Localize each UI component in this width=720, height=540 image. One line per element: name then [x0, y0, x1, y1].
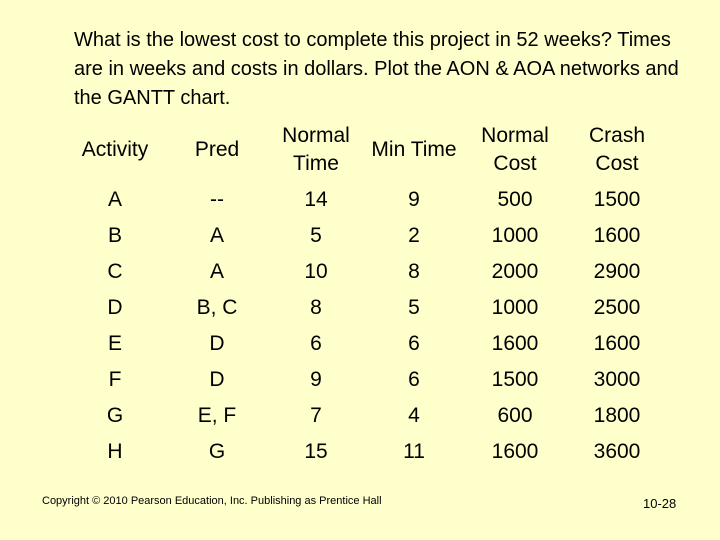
header-normal-cost: Normal Cost: [481, 124, 549, 175]
cell-activity: D: [107, 296, 123, 319]
cell-pred: --: [210, 188, 224, 211]
cell-crash-cost: 1600: [593, 224, 641, 247]
cell-activity: H: [107, 440, 123, 463]
cell-activity: F: [108, 368, 122, 391]
cell-pred: D: [209, 368, 225, 391]
question-text: What is the lowest cost to complete this project in 52 weeks? Times are in weeks and costs in dollars. Plot the AON & AOA networks and the GANTT chart.: [74, 29, 679, 109]
cell-normal-cost: 1600: [491, 440, 539, 463]
cell-min-time: 9: [408, 188, 420, 211]
table-row: [64, 326, 668, 362]
cell-pred: A: [209, 224, 224, 247]
cell-min-time: 11: [403, 440, 425, 463]
cell-activity: G: [106, 404, 124, 427]
cell-activity: B: [107, 224, 122, 247]
cell-normal-time: 10: [304, 260, 328, 283]
cell-min-time: 6: [408, 368, 420, 391]
table-row: [64, 362, 668, 398]
header-crash-cost: Crash Cost: [588, 124, 646, 175]
cell-pred: B, C: [196, 296, 238, 319]
table-row: [64, 398, 668, 434]
header-normal-time: Normal Time: [282, 124, 350, 175]
slide-number: 10-28: [643, 496, 677, 511]
table-row: [64, 182, 668, 218]
cell-min-time: 6: [408, 332, 420, 355]
table-row: [64, 290, 668, 326]
cell-crash-cost: 1500: [593, 188, 641, 211]
cell-normal-time: 5: [310, 224, 322, 247]
cell-pred: D: [209, 332, 225, 355]
cell-normal-time: 15: [304, 440, 328, 463]
header-activity: Activity: [81, 138, 149, 161]
cell-normal-cost: 1000: [491, 224, 539, 247]
cell-normal-cost: 600: [497, 404, 533, 427]
cell-normal-time: 14: [304, 188, 328, 211]
cell-normal-time: 7: [310, 404, 322, 427]
cell-normal-cost: 1000: [491, 296, 539, 319]
cell-activity: C: [107, 260, 123, 283]
copyright-notice: Copyright © 2010 Pearson Education, Inc. Publishing as Prentice Hall: [42, 495, 382, 507]
cell-crash-cost: 2500: [593, 296, 641, 319]
cell-normal-time: 6: [310, 332, 322, 355]
cell-normal-cost: 2000: [491, 260, 539, 283]
cell-min-time: 4: [408, 404, 420, 427]
cell-pred: A: [209, 260, 224, 283]
cell-normal-cost: 1600: [491, 332, 539, 355]
cell-min-time: 2: [408, 224, 420, 247]
cell-crash-cost: 3000: [593, 368, 641, 391]
cell-activity: E: [107, 332, 122, 355]
header-pred: Pred: [194, 138, 240, 161]
cell-pred: E, F: [197, 404, 237, 427]
cell-normal-cost: 500: [497, 188, 533, 211]
table-row: [64, 434, 668, 470]
cell-min-time: 5: [408, 296, 420, 319]
cell-crash-cost: 3600: [593, 440, 641, 463]
cell-min-time: 8: [408, 260, 420, 283]
cell-normal-cost: 1500: [491, 368, 539, 391]
cell-crash-cost: 2900: [593, 260, 641, 283]
cell-activity: A: [107, 188, 122, 211]
header-min-time: Min Time: [371, 138, 457, 161]
table-header-row: [64, 118, 668, 182]
table-row: [64, 254, 668, 290]
table-row: [64, 218, 668, 254]
cell-crash-cost: 1800: [593, 404, 641, 427]
cell-crash-cost: 1600: [593, 332, 641, 355]
cell-normal-time: 9: [310, 368, 322, 391]
cell-pred: G: [208, 440, 226, 463]
activity-table: [64, 118, 668, 470]
cell-normal-time: 8: [310, 296, 322, 319]
